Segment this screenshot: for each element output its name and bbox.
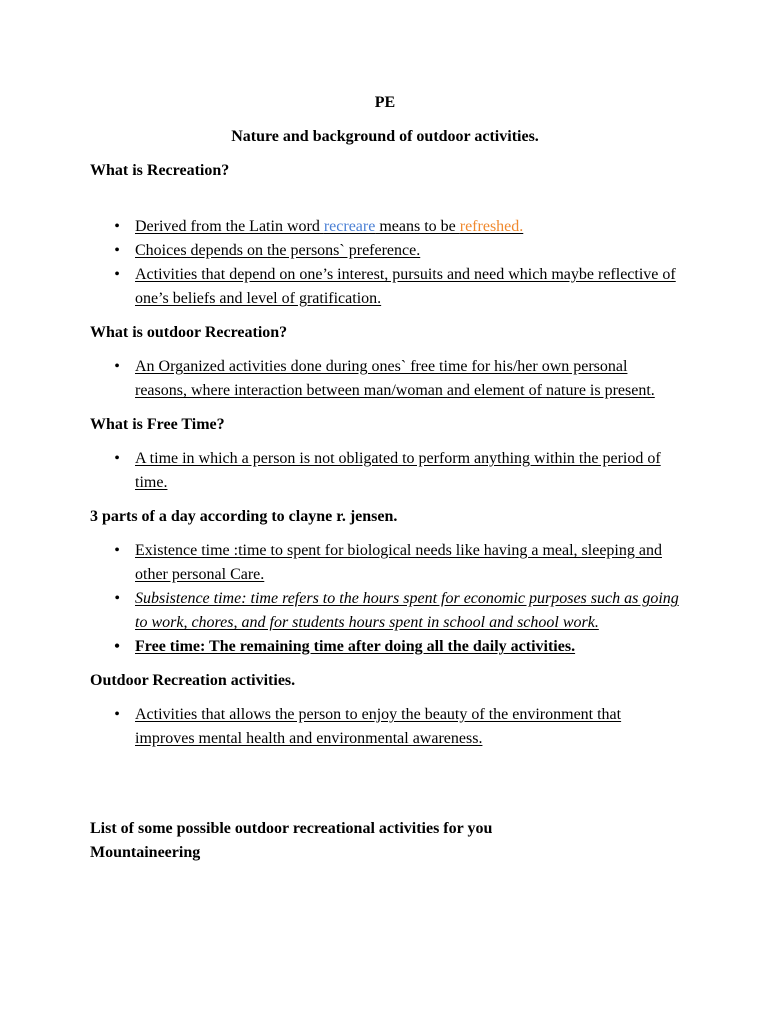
latin-word: recreare [323,218,376,235]
bullet-icon: • [114,266,120,283]
activity-mountaineering: Mountaineering [90,844,201,861]
list-item [90,447,680,495]
bullet-icon: • [114,638,120,655]
document-page [90,91,680,865]
day-parts-list [90,539,680,659]
list-item [90,635,680,659]
item-text: A time in which a person is not obligated to perform anything within the period of time. [135,450,661,491]
item-text: An Organized activities done during ones` free time for his/her own personal reasons, where interaction between man/woman and element of nature is present. [135,358,655,399]
document-title: PE [374,94,396,111]
heading-outdoor-recreation-activities: Outdoor Recreation activities. [90,672,296,689]
list-item [90,215,680,239]
bullet-icon: • [114,450,120,467]
recreation-list [90,215,680,311]
item-text: Activities that depend on one’s interest, pursuits and need which maybe reflective of one’s beliefs and level of gratification. [135,266,676,307]
list-item [90,239,680,263]
list-item [90,263,680,311]
bullet-icon: • [114,542,120,559]
bullet-icon: • [114,218,120,235]
bullet-icon: • [114,590,120,607]
bullet-icon: • [114,242,120,259]
item-text [135,218,523,235]
item-text: Activities that allows the person to enjoy the beauty of the environment that improves mental health and environmental awareness. [135,706,622,747]
bullet-icon: • [114,358,120,375]
bullet-icon: • [114,706,120,723]
outdoor-recreation-list [90,355,680,403]
item-text: Subsistence time: time refers to the hours spent for economic purposes such as going to work, chores, and for students hours spent in school and school work. [135,590,679,631]
item-text: Choices depends on the persons` preference. [135,242,421,259]
heading-parts-of-a-day: 3 parts of a day according to clayne r. jensen. [90,508,398,525]
list-item [90,539,680,587]
list-item [90,355,680,403]
text-span: means to be [375,218,460,235]
heading-what-is-free-time: What is Free Time? [90,416,225,433]
highlight-word: refreshed. [459,218,524,235]
text-span: Derived from the Latin word [135,218,324,235]
heading-list-of-activities: List of some possible outdoor recreational activities for you [90,820,493,837]
list-item [90,587,680,635]
heading-what-is-recreation: What is Recreation? [90,162,230,179]
item-text: Free time: The remaining time after doing all the daily activities. [135,638,576,655]
heading-what-is-outdoor-recreation: What is outdoor Recreation? [90,324,288,341]
document-subtitle: Nature and background of outdoor activities. [231,128,539,145]
outdoor-activities-list [90,703,680,751]
list-item [90,703,680,751]
item-text: Existence time :time to spent for biological needs like having a meal, sleeping and other personal Care. [135,542,662,583]
free-time-list [90,447,680,495]
